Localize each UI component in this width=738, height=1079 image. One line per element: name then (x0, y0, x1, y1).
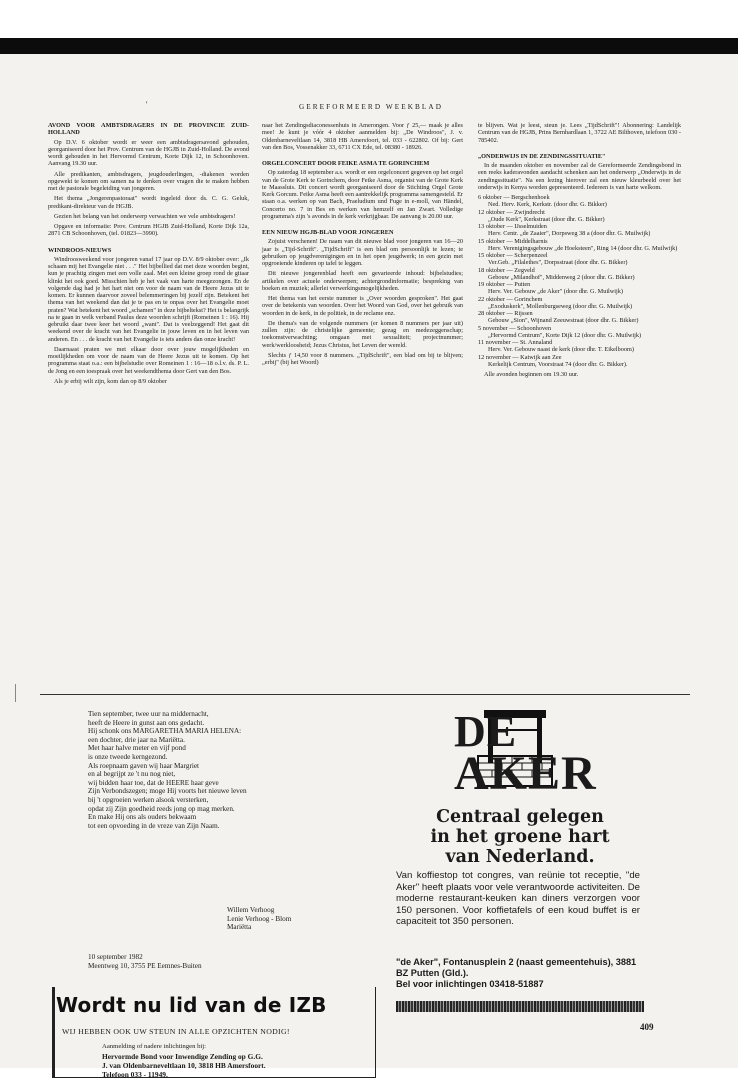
headline-line: in het groene hart (430, 827, 610, 847)
schedule-line: „Exoduskerk", Mollenburgseweg (door dhr. G. Muilwijk) (488, 302, 633, 310)
paragraph: Op zaterdag 18 september a.s. wordt er een orgelconcert gegeven op het orgel van de Grote Kerk te Gorinchem, door Feike Asma, organist van de Grote Kerk te Maassluis. Dit concert wordt georganiseerd door de Stichting Orgel Grote Kerk Gorcum. Feike Asma heeft een aantrekkelijk programma samengesteld. Er staan o.a. werken op van Bach, Praeludium und Fuge in e-moll, van Händel, Concerto no. 7 in Bes en werken van hemzelf en Jan Zwart. Volledige programma's zijn 's avonds in de kerk verkrijgbaar. De aanvang is 20.00 uur. (262, 169, 463, 220)
column-2 (262, 122, 463, 369)
article-heading: „ONDERWIJS IN DE ZENDINGSSITUATIE" (478, 152, 606, 160)
schedule-line: Ver.Geb. „Filalethes", Dorpsstraat (door dhr. G. Bikker) (488, 259, 628, 267)
paragraph: Opgave en informatie: Prov. Centrum HGJB Zuid-Holland, Korte Dijk 12a, 2871 CB Schoonhoven, (tel. 01823—3990). (48, 223, 249, 238)
announcement-date: 10 september 1982 (88, 953, 143, 961)
schedule-line: Kerkelijk Centrum, Voorstraat 74 (door dhr. G. Bikker). (488, 360, 628, 368)
schedule-line: Ned. Herv. Kerk, Kerkstr. (door dhr. G. Bikker) (488, 201, 607, 209)
paragraph: Zojuist verschenen! De naam van dit nieuwe blad voor jongeren van 16—20 jaar is „Tijd-Schrift". „TijdSchrift" is een blad om persoonlijk te lezen; te gebruiken op jeugdverenigingen en in het open jeugdwerk; in een gezin met opgroeiende kinderen op tafel te leggen. (262, 238, 463, 267)
announcement-signatures (227, 906, 291, 932)
paragraph: Het thema „Jongerenpastoraat" wordt ingeleid door ds. C. G. Geluk, predikant-direkteur van de HGJB. (48, 195, 249, 210)
poem-line: tot een opvoeding in de vreze van Zijn Naam. (88, 821, 220, 830)
schedule-line: 5 november — Schoonhoven (478, 324, 552, 332)
advert-headline (392, 807, 648, 867)
address-line: J. van Oldenbarneveltlaan 10, 3818 HB Amersfoort. (102, 1060, 266, 1070)
section-divider (40, 694, 690, 695)
schedule-line: Herv. Verenigingsgebouw „de Hoeksteen", Ring 14 (door dhr. G. Muilwijk) (488, 244, 678, 252)
schedule-line: Herv. Ver. Gebouw naast de kerk (door dhr. T. Eikelboom) (488, 346, 634, 354)
poem-line: En make Hij ons als ouders bekwaam (88, 813, 197, 822)
schedule-line: Herv. Ver. Gebouw „de Aker" (door dhr. G. Muilwijk) (488, 288, 623, 296)
paragraph: te blijven. Wat je leest, steun je. Lees „TijdSchrift"! Abonnering: Landelijk Centrum van de HGJB, Prins Bernhardlaan 1, 3722 AE Bilthoven, telefoon 030 - 785402. (478, 122, 681, 144)
signature-name: Lenie Verhoog - Blom (227, 914, 292, 923)
margin-mark (15, 684, 16, 702)
poem-line: Tien september, twee uur na middernacht, (88, 710, 209, 718)
column-3 (478, 122, 681, 381)
paragraph: Alle avonden beginnen om 19.30 uur. (484, 371, 579, 378)
schedule-line: 15 oktober — Middelharnis (478, 237, 548, 245)
izb-advert-lead: WIJ HEBBEN OOK UW STEUN IN ALLE OPZICHTEN NODIG! (62, 1027, 290, 1036)
article-heading: AVOND VOOR AMBTSDRAGERS IN DE PROVINCIE ZUID-HOLLAND (48, 122, 249, 137)
poem-line: Met haar halve meter en vijf pond (88, 744, 186, 753)
headline-line: Centraal gelegen (436, 807, 604, 827)
schedule-line: Herv. Centr. „de Zaaier", Dorpsweg 38 a (door dhr. G. Muilwijk) (488, 230, 651, 238)
paragraph: Windroosweekend voor jongeren vanaf 17 jaar op D.V. 8/9 oktober over: „Ik schaam mij het Evangelie niet . . ." Het bijbellied dat met deze woorden begint, kun je prachtig zingen met een volle zaal. Met een kleine groep rond de gitaar klinkt het ook goed. Misschien heb je het vaak van harte meegezongen. En de volgende dag had je het hart niet om voor de naam van de Heere Jezus uit te komen. Er kunnen daarvoor zoveel belemmeringen bij jezelf zijn. Betekent het thema van het weekend dan dat je te pas en te onpas over het Evangelie moet praten? Wat betekent het woord „schamen" in deze bijbeltekst? Het is belangrijk na te gaan in welk verband Paulus deze woorden schrijft (Romeinen 1 : 16). Hij gebruikt daar twee keer het woord „want". Dat is veelzeggend! Het gaat dit weekend over de kracht van het Evangelie in jouw leven en in het leven van anderen. En . . . de kracht van het Evangelie is iets anders dan onze kracht! (48, 255, 249, 343)
brand-name-de: DE (454, 707, 518, 756)
signature-name: Willem Verhoog (227, 906, 275, 914)
article-heading: ORGELCONCERT DOOR FEIKE ASMA TE GORINCHEM (262, 160, 430, 167)
running-header: GEREFORMEERD WEEKBLAD (299, 103, 443, 111)
brand-name-aker: AKER (454, 747, 597, 800)
poem-line: Zijn Verbondszegen; moge Hij voorts het nieuwe leven (88, 787, 247, 796)
advert-body: Van koffiestop tot congres, van reünie tot receptie, "de Aker" heeft plaats voor vele verantwoorde activiteiten. De moderne restaurant-keuken kan diners verzorgen voor 150 personen. Voor koffietafels of een koud buffet is er capaciteit tot 350 personen. (396, 870, 640, 928)
poem-line: heeft de Heere in gunst aan ons gedacht. (88, 718, 205, 727)
schedule-line: 19 oktober — Putten (478, 281, 531, 288)
paragraph: De thema's van de volgende nummers (er komen 8 nummers per jaar uit) zullen zijn: de christelijke gemeente; gezag en medezeggenschap; toekomstverwachting; omgaan met sexualiteit; projectnummer; werk/werkloosheid; Jezus Christus, het Leven der wereld. (262, 319, 463, 349)
paragraph: Op D.V. 6 oktober wordt er weer een ambtsdragersavond gehouden, georganiseerd door het Prov. Centrum van de HGJB in Zuid-Holland. De avond wordt gehouden in het Hervormd Centrum, Korte Dijk 12, in Schoonhoven. Aanvang 19.30 uur. (48, 138, 249, 168)
schedule-line: 13 oktober — IJsselmuiden (478, 223, 547, 230)
paragraph: Slechts ƒ 14,50 voor 8 nummers. „TijdSchrift", een blad om bij te blijven; „erbij" (bij het Woord) (262, 351, 463, 366)
izb-advert-info-label: Aanmelding of nadere inlichtingen bij: (102, 1043, 206, 1050)
schedule-line: 12 november — Katwijk aan Zee (478, 353, 562, 361)
schedule-line: Gebouw „Milandhof", Middenweg 2 (door dhr. G. Bikker) (488, 273, 635, 281)
schedule-line: 11 november — St. Annaland (478, 339, 553, 346)
schedule-line: 18 oktober — Zegveld (478, 266, 535, 274)
meeting-schedule (478, 194, 681, 368)
birth-announcement (88, 710, 360, 830)
schedule-line: 15 oktober — Scherpenzeel (478, 252, 548, 259)
poem-line: bij 't opgroeien werken alsook versterken, (88, 795, 209, 804)
paragraph: Dit nieuwe jongerenblad heeft een gevarieerde inhoud: bijbelstudies; artikelen over actuele onderwerpen; achtergrondinformatie; bespreking van boeken en muziek; allerlei verwerkingsmogelijkheden. (262, 270, 463, 292)
poem-line: Als roepnaam gaven wij haar Margriet (88, 761, 200, 770)
schedule-line: Gebouw „Sion", Wijnand Zeeuwstraat (door dhr. G. Bikker) (488, 317, 639, 325)
poem-line: een dochter, drie jaar na Mariëtta. (88, 735, 185, 744)
scan-top-band (0, 38, 738, 54)
announcement-date-address (88, 953, 202, 970)
izb-advert-title: Wordt nu lid van de IZB (56, 993, 327, 1017)
izb-advert-address (102, 1053, 266, 1079)
poem-line: Hij schonk ons MARGARETHA MARIA HELENA: (88, 727, 242, 736)
announcement-address: Meentweg 10, 3755 PE Eemnes-Buiten (88, 961, 202, 970)
schedule-line: 6 oktober — Bergschenhoek (478, 194, 550, 201)
poem-line: wij bidden haar toe, dat de HEERE haar geve (88, 778, 219, 787)
schedule-line: 28 oktober — Rijssen (478, 310, 533, 317)
schedule-line: „Oude Kerk", Kerkstraat (door dhr. G. Bikker) (488, 215, 605, 223)
de-aker-advert (392, 707, 648, 1020)
schedule-line: 12 oktober — Zwijndrecht (478, 208, 545, 216)
column-1 (48, 122, 249, 388)
article-heading: WINDROOS-NIEUWS (48, 246, 112, 254)
schedule-line: „Hervormd Centrum", Korte Dijk 12 (door dhr. G. Muilwijk) (488, 331, 642, 339)
paragraph: Daarnaast praten we met elkaar door over jouw mogelijkheden en moeilijkheden om voor de naam van de Heere Jezus uit te komen. Op het programma staat o.a.: een bijbelstudie over Romeinen 1 : 16—18 o.l.v. ds. P. L. de Jong en een toespraak over het weekendthema door Gert van den Bos. (48, 345, 249, 375)
contact-address: "de Aker", Fontanusplein 2 (naast gemeentehuis), 3881 BZ Putten (Gld.). (396, 957, 637, 978)
page-number: 409 (640, 1022, 654, 1032)
schedule-line: 22 oktober — Gorinchem (478, 295, 543, 303)
paragraph: naar het Zendingsdiaconessenhuis in Amerongen. Voor ƒ 25,— maak je alles mee! Je kunt je vóór 4 oktober aanmelden bij: „De Windroos", J. v. Oldenbarneveltlaan 14, 3818 HB Amersfoort, tel. 033 - 622802. Of bij: Gert van den Bos, Vossenakker 33, 6711 CX Ede, tel. 08380 - 18926. (262, 122, 463, 151)
paragraph: In de maanden oktober en november zal de Gereformeerde Zendingsbond in een reeks kaderavonden aandacht schenken aan het onderwerp „Onderwijs in de zendingssituatie". Na een lezing hierover zal een nieuw kleurbeeld over het onderwijs in Kenya worden gepresenteerd. Iedereen is van harte welkom. (478, 162, 681, 191)
address-line: Telefoon 033 - 11949. (102, 1069, 168, 1079)
paragraph: Alle predikanten, ambtsdragers, jeugdouderlingen, -diakenen worden opgewekt te komen om samen na te denken over vragen die te maken hebben met de pastorale begeleiding van jongeren. (48, 170, 249, 192)
paragraph: Het thema van het eerste nummer is „Over woorden gesproken". Het gaat over de betekenis van woorden. Over het Woord van God, over het gebruik van woorden in de kerk, in de politiek, in de reclame enz. (262, 295, 463, 317)
contact-phone: Bel voor inlichtingen 03418-51887 (396, 979, 544, 989)
decorative-band (396, 1001, 644, 1012)
article-heading: EEN NIEUW HGJB-BLAD VOOR JONGEREN (262, 229, 394, 236)
paragraph: Als je erbij wilt zijn, kom dan op 8/9 oktober (54, 377, 167, 385)
address-line: Hervormde Bond voor Inwendige Zending op G.G. (102, 1052, 263, 1061)
headline-line: van Nederland. (445, 847, 595, 867)
poem-line: is onze tweede kerngezond. (88, 752, 168, 761)
poem-line: en al begrijpt ze 't nu nog niet, (88, 770, 176, 779)
paragraph: Gezien het belang van het onderwerp verwachten we vele ambtsdragers! (54, 212, 236, 220)
advert-contact (396, 957, 640, 990)
stray-mark: ' (146, 100, 148, 109)
signature-name: Mariëtta (227, 923, 252, 932)
poem-line: opdat zij Zijn goedheid reeds jong op mag merken. (88, 804, 235, 813)
